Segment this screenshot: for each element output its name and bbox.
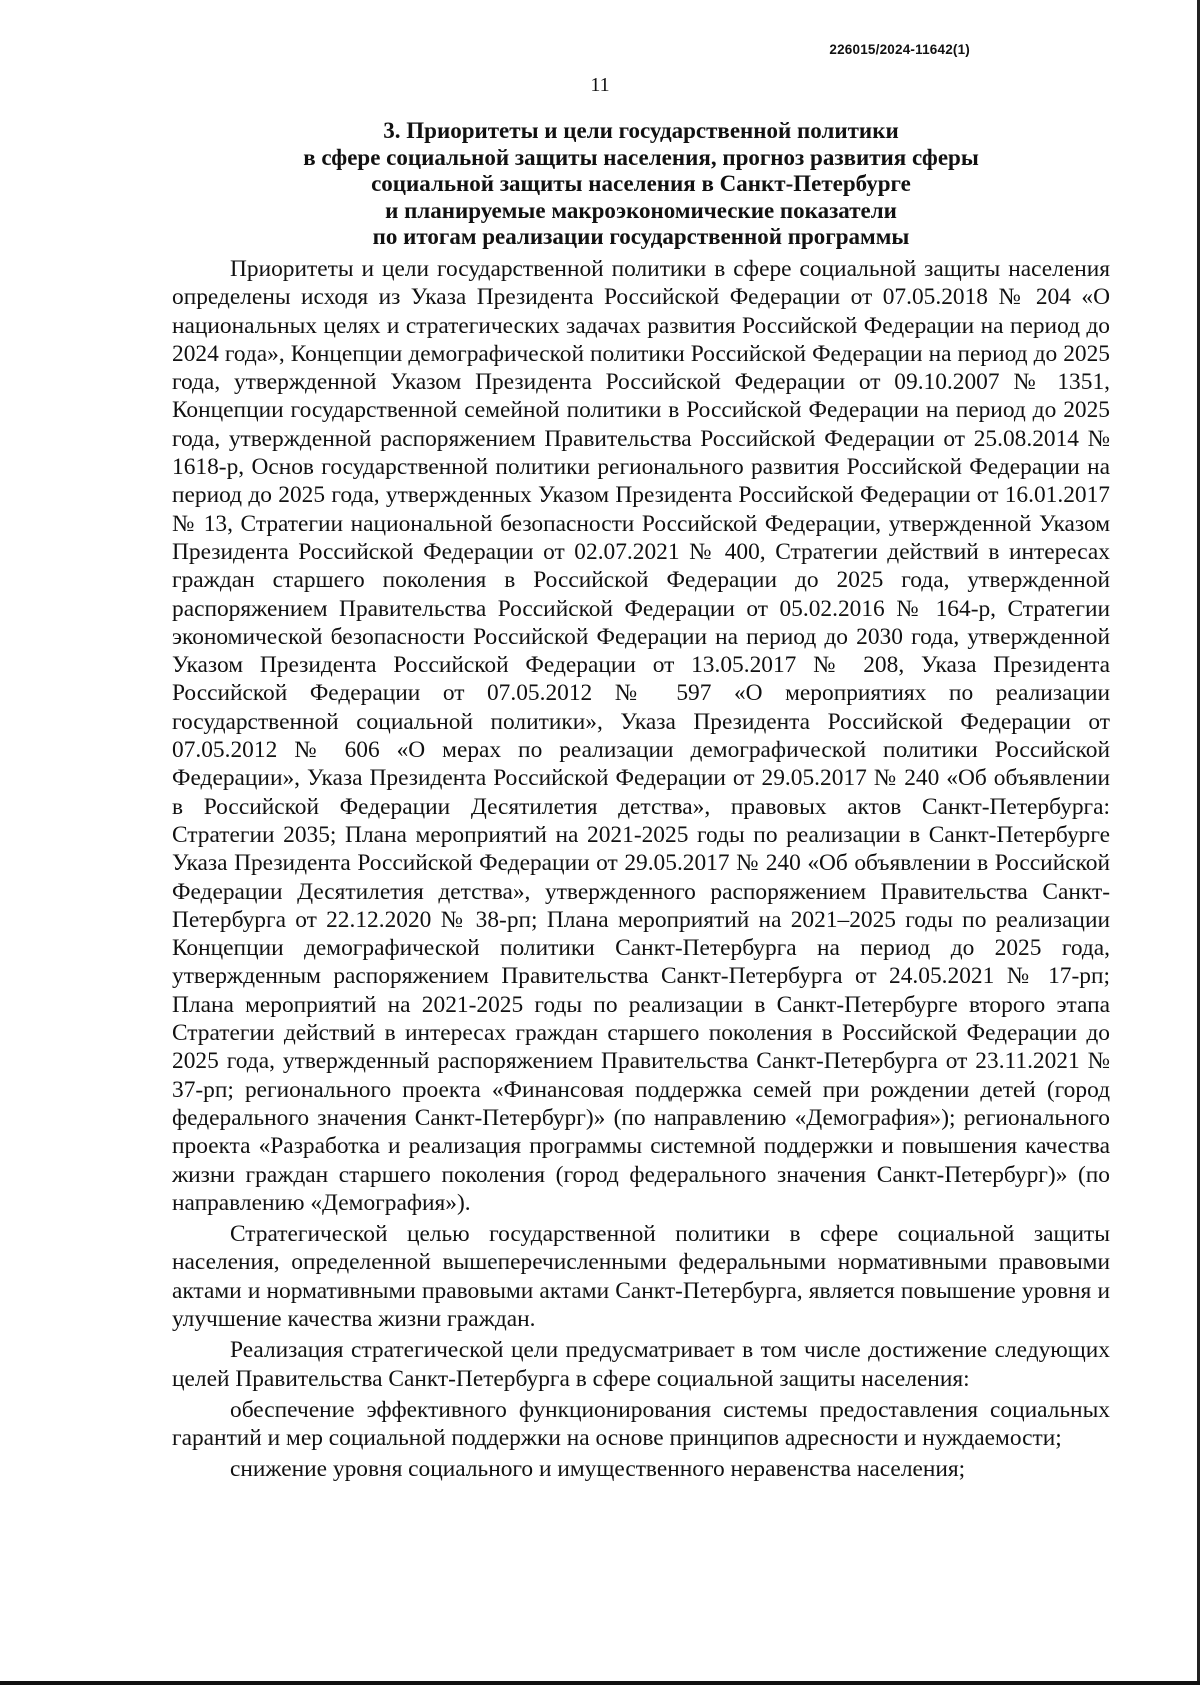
heading-line: по итогам реализации государственной программы [372,224,910,249]
heading-line: социальной защиты населения в Санкт-Петербурге [371,171,911,196]
scan-edge-bottom [0,1681,1200,1685]
section-heading [172,118,1110,251]
registration-number: 226015/2024-11642(1) [829,42,970,57]
paragraph-strategic-goal: Стратегической целью государственной политики в сфере социальной защиты населения, определенной вышеперечисленными федеральными нормативными правовыми актами и нормативными правовыми актами Санкт-Петербурга, является повышение уровня и улучшение качества жизни граждан. [172,1221,1110,1332]
paragraph-priorities: Приоритеты и цели государственной политики в сфере социальной защиты населения определены исходя из Указа Президента Российской Федерации от 07.05.2018 № 204 «О национальных целях и стратегических задачах развития Российской Федерации на период до 2024 года», Концепции демографической политики Российской Федерации на период до 2025 года, утвержденной Указом Президента Российской Федерации от 09.10.2007 № 1351, Концепции государственной семейной политики в Российской Федерации на период до 2025 года, утвержденной распоряжением Правительства Российской Федерации от 25.08.2014 № 1618-р, Основ государственной политики регионального развития Российской Федерации на период до 2025 года, утвержденных Указом Президента Российской Федерации от 16.01.2017 № 13, Стратегии национальной безопасности Российской Федерации, утвержденной Указом Президента Российской Федерации от 02.07.2021 № 400, Стратегии действий в интересах граждан старшего поколения в Российской Федерации до 2025 года, утвержденной распоряжением Правительства Российской Федерации от 05.02.2016 № 164-р, Стратегии экономической безопасности Российской Федерации на период до 2030 года, утвержденной Указом Президента Российской Федерации от 13.05.2017 № 208, Указа Президента Российской Федерации от 07.05.2012 № 597 «О мероприятиях по реализации государственной социальной политики», Указа Президента Российской Федерации от 07.05.2012 № 606 «О мерах по реализации демографической политики Российской Федерации», Указа Президента Российской Федерации от 29.05.2017 № 240 «Об объявлении в Российской Федерации Десятилетия детства», правовых актов Санкт-Петербурга: Стратегии 2035; Плана мероприятий на 2021-2025 годы по реализации в Санкт-Петербурге Указа Президента Российской Федерации от 29.05.2017 № 240 «Об объявлении в Российской Федерации Десятилетия детства», утвержденного распоряжением Правительства Санкт-Петербурга от 22.12.2020 № 38-рп; Плана мероприятий на 2021–2025 годы по реализации Концепции демографической политики Санкт-Петербурга на период до 2025 года, утвержденным распоряжением Правительства Санкт-Петербурга от 24.05.2021 № 17-рп; Плана мероприятий на 2021-2025 годы по реализации в Санкт-Петербурге второго этапа Стратегии действий в интересах граждан старшего поколения в Российской Федерации до 2025 года, утвержденный распоряжением Правительства Санкт-Петербурга от 23.11.2021 № 37-рп; регионального проекта «Финансовая поддержка семей при рождении детей (город федерального значения Санкт-Петербург)» (по направлению «Демография»); регионального проекта «Разработка и реализация программы системной поддержки и повышения качества жизни граждан старшего поколения (город федерального значения Санкт-Петербург)» (по направлению «Демография»). [172,256,1110,1216]
page-number: 11 [590,74,610,96]
list-item-goal: снижение уровня социального и имущественного неравенства населения; [230,1456,966,1483]
heading-line: в сфере социальной защиты населения, прогноз развития сферы [303,144,979,170]
heading-line: 3. Приоритеты и цели государственной политики [383,118,899,143]
paragraph-implementation: Реализация стратегической цели предусматривает в том числе достижение следующих целей Правительства Санкт-Петербурга в сфере социальной защиты населения: [172,1337,1110,1392]
body-text [172,255,1110,1487]
heading-line: и планируемые макроэкономические показатели [385,197,897,223]
list-item-goal: обеспечение эффективного функционирования системы предоставления социальных гарантий и мер социальной поддержки на основе принципов адресности и нуждаемости; [172,1396,1110,1452]
